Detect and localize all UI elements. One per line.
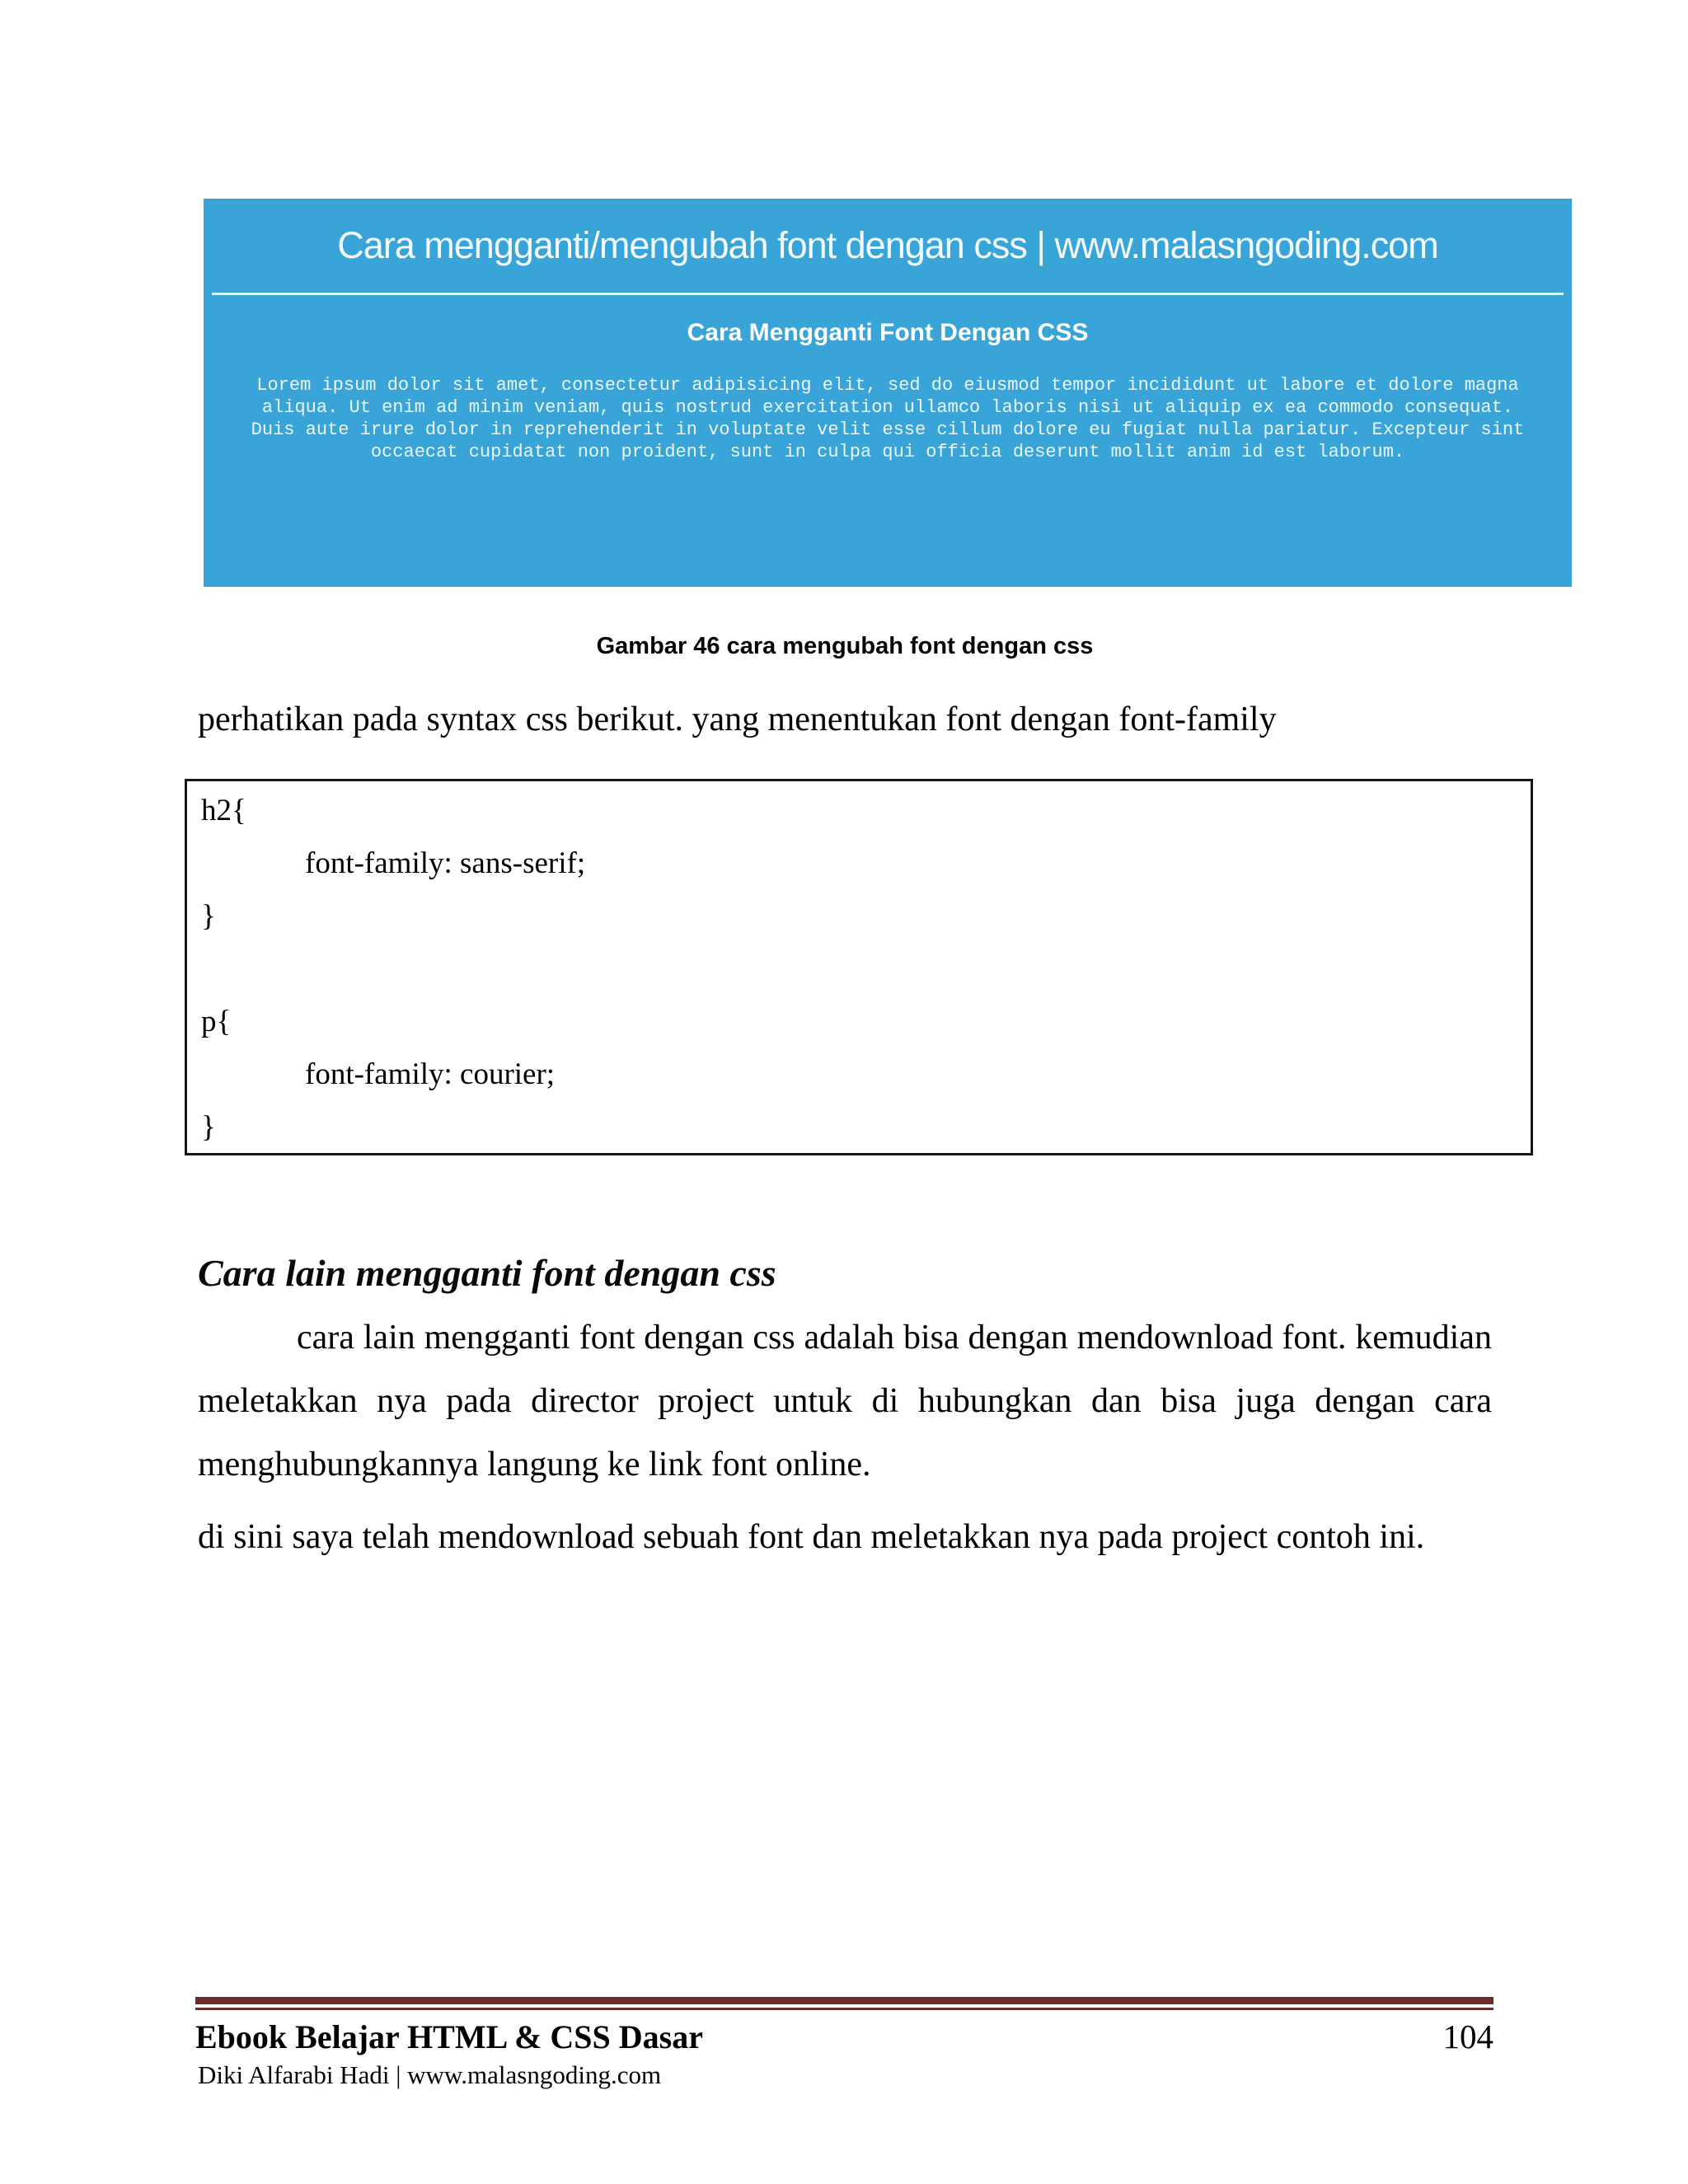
browser-screenshot-figure <box>204 199 1572 587</box>
lorem-line: occaecat cupidatat non proident, sunt in culpa qui officia deserunt mollit anim id est laborum. <box>370 442 1405 462</box>
footer-book-title: Ebook Belajar HTML & CSS Dasar <box>195 2018 703 2055</box>
demo-heading: Cara Mengganti Font Dengan CSS <box>687 319 1089 346</box>
browser-page-title: Cara mengganti/mengubah font dengan css | www.malasngoding.com <box>337 224 1438 266</box>
code-line: } <box>201 899 216 933</box>
title-divider-line <box>212 293 1564 295</box>
section-paragraph-1: cara lain mengganti font dengan css adalah bisa dengan mendownload font. kemudian meletakkan nya pada director project untuk di hubungkan dan bisa juga dengan cara menghubungkannya langung ke link font online. <box>198 1319 1492 1483</box>
css-code-box <box>185 779 1533 1155</box>
code-line: p{ <box>201 1005 232 1038</box>
code-line: font-family: courier; <box>305 1057 556 1091</box>
section-heading: Cara lain mengganti font dengan css <box>198 1252 776 1294</box>
figure-caption: Gambar 46 cara mengubah font dengan css <box>596 633 1094 659</box>
intro-paragraph: perhatikan pada syntax css berikut. yang menentukan font dengan font-family <box>198 701 1277 738</box>
footer-author-line: Diki Alfarabi Hadi | www.malasngoding.com <box>198 2060 662 2089</box>
code-line: font-family: sans-serif; <box>305 846 586 880</box>
lorem-line: aliqua. Ut enim ad minim veniam, quis nostrud exercitation ullamco laboris nisi ut aliquip ex ea commodo consequat. <box>261 397 1514 418</box>
demo-lorem-paragraph <box>204 374 1572 463</box>
code-line: } <box>201 1110 216 1144</box>
code-line: h2{ <box>201 794 246 827</box>
code-line <box>187 943 1531 996</box>
footer-page-number: 104 <box>1442 2018 1493 2055</box>
footer-rule-thick <box>195 1997 1493 2004</box>
lorem-line: Duis aute irure dolor in reprehenderit in voluptate velit esse cillum dolore eu fugiat nulla pariatur. Excepteur sint <box>251 419 1525 440</box>
footer-row <box>195 2016 1493 2058</box>
footer-rule-thin <box>195 2008 1493 2010</box>
section-paragraph-2: di sini saya telah mendownload sebuah font dan meletakkan nya pada project contoh ini. <box>198 1518 1425 1556</box>
lorem-line: Lorem ipsum dolor sit amet, consectetur adipisicing elit, sed do eiusmod tempor incididunt ut labore et dolore magna <box>256 375 1519 396</box>
